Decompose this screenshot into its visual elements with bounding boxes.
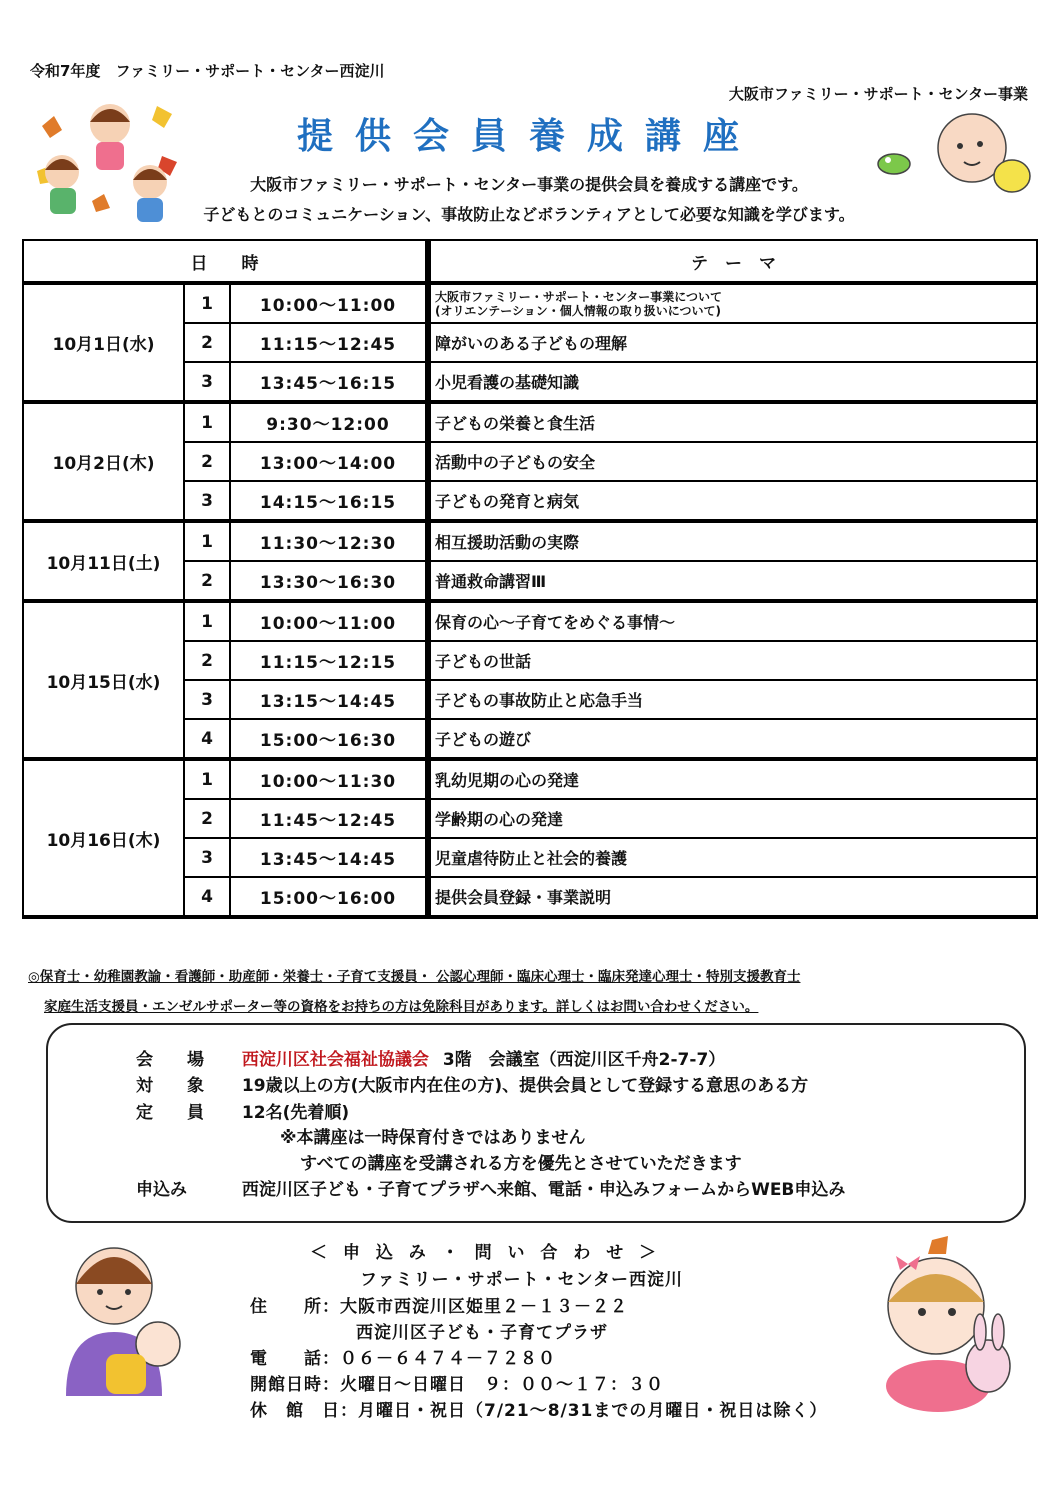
session-number: 1 xyxy=(184,402,230,442)
session-number: 2 xyxy=(184,561,230,601)
session-number: 3 xyxy=(184,481,230,521)
qualification-note-1: ◎保育士・幼稚園教諭・看護師・助産師・栄養士・子育て支援員・ 公認心理師・臨床心理士・臨床発達心理士・特別支援教育士 xyxy=(28,969,801,985)
session-theme: 子どもの栄養と食生活 xyxy=(428,402,1037,442)
contact-org: ファミリー・サポート・センター西淀川 xyxy=(360,1270,683,1290)
header-right-text: 大阪市ファミリー・サポート・センター事業 xyxy=(728,85,1028,103)
session-time: 9:30～12:00 xyxy=(230,402,428,442)
session-number: 3 xyxy=(184,838,230,877)
target-row xyxy=(136,1071,808,1096)
venue-place: 西淀川区社会福祉協議会 xyxy=(241,1050,429,1070)
header-left-text: 令和7年度 ファミリー・サポート・センター西淀川 xyxy=(30,62,385,80)
info-box xyxy=(46,1023,1026,1223)
session-theme: 子どもの事故防止と応急手当 xyxy=(428,680,1037,719)
qualification-note-2: 家庭生活支援員・エンゼルサポーター等の資格をお持ちの方は免除科目があります。詳しくはお問い合わせください。 xyxy=(44,999,759,1015)
phone-number: ０６－６４７４－７２８０ xyxy=(340,1349,556,1369)
session-time: 11:30～12:30 xyxy=(230,521,428,561)
session-time: 14:15～16:15 xyxy=(230,481,428,521)
session-date: 10月11日(土) xyxy=(23,521,184,601)
apply-label: 申込み xyxy=(136,1180,187,1200)
session-number: 2 xyxy=(184,641,230,680)
session-time: 13:30～16:30 xyxy=(230,561,428,601)
session-number: 3 xyxy=(184,362,230,402)
session-theme-sub: (オリエンテーション・個人情報の取り扱いについて) xyxy=(435,303,722,318)
column-header-datetime: 日 時 xyxy=(23,240,428,283)
toddler-bunny-illustration xyxy=(868,1236,1028,1416)
remark-2: すべての講座を受講される方を優先とさせていただきます xyxy=(300,1154,742,1174)
hours-label: 開館日時： xyxy=(250,1375,340,1395)
hours-text: 火曜日～日曜日 ９：００～１７：３０ xyxy=(340,1375,664,1395)
mother-baby-illustration xyxy=(46,1236,186,1401)
session-theme: 活動中の子どもの安全 xyxy=(428,442,1037,481)
column-header-theme: テ ー マ xyxy=(428,240,1037,283)
session-time: 13:15～14:45 xyxy=(230,680,428,719)
target-text: 19歳以上の方(大阪市内在住の方)、提供会員として登録する意思のある方 xyxy=(241,1076,809,1096)
session-number: 1 xyxy=(184,283,230,323)
session-time: 11:15～12:45 xyxy=(230,323,428,362)
capacity-text: 12名(先着順) xyxy=(241,1103,350,1123)
contact-heading: ＜ 申 込 み ・ 問 い 合 わ せ ＞ xyxy=(310,1243,662,1263)
schedule-row xyxy=(23,521,1037,561)
address-row xyxy=(250,1292,628,1317)
session-time: 15:00～16:00 xyxy=(230,877,428,917)
session-number: 2 xyxy=(184,323,230,362)
crawling-baby-illustration xyxy=(872,108,1032,200)
remark-1: ※本講座は一時保育付きではありません xyxy=(280,1128,586,1148)
session-time: 10:00～11:00 xyxy=(230,601,428,641)
session-number: 4 xyxy=(184,719,230,759)
schedule-body xyxy=(23,283,1037,917)
venue-detail: 3階 会議室（西淀川区千舟2-7-7） xyxy=(442,1050,726,1070)
closed-row xyxy=(250,1396,827,1421)
schedule-row xyxy=(23,402,1037,442)
session-number: 1 xyxy=(184,601,230,641)
session-date: 10月16日(木) xyxy=(23,759,184,917)
session-date: 10月15日(水) xyxy=(23,601,184,759)
session-theme: 障がいのある子どもの理解 xyxy=(428,323,1037,362)
closed-label: 休 館 日： xyxy=(250,1401,358,1421)
apply-text: 西淀川区子ども・子育てプラザへ来館、電話・申込みフォームからWEB申込み xyxy=(241,1180,846,1200)
session-date: 10月2日(木) xyxy=(23,402,184,521)
phone-row xyxy=(250,1344,556,1369)
session-theme: 提供会員登録・事業説明 xyxy=(428,877,1037,917)
session-number: 1 xyxy=(184,521,230,561)
schedule-row xyxy=(23,283,1037,323)
intro-line-1: 大阪市ファミリー・サポート・センター事業の提供会員を養成する講座です。 xyxy=(250,175,808,194)
session-theme: 子どもの遊び xyxy=(428,719,1037,759)
children-leaves-illustration xyxy=(32,96,182,226)
session-number: 1 xyxy=(184,759,230,799)
session-number: 3 xyxy=(184,680,230,719)
session-number: 2 xyxy=(184,799,230,838)
session-time: 11:15～12:15 xyxy=(230,641,428,680)
capacity-row xyxy=(136,1098,349,1123)
session-number: 4 xyxy=(184,877,230,917)
venue-row xyxy=(136,1045,725,1070)
schedule-table xyxy=(22,239,1038,919)
session-time: 11:45～12:45 xyxy=(230,799,428,838)
session-number: 2 xyxy=(184,442,230,481)
session-time: 10:00～11:30 xyxy=(230,759,428,799)
schedule-row xyxy=(23,601,1037,641)
session-theme: 小児看護の基礎知識 xyxy=(428,362,1037,402)
hours-row xyxy=(250,1370,664,1395)
session-theme-main: 大阪市ファミリー・サポート・センター事業について xyxy=(435,289,723,304)
session-time: 15:00～16:30 xyxy=(230,719,428,759)
address-line-2: 西淀川区子ども・子育てプラザ xyxy=(356,1323,608,1343)
session-theme: 相互援助活動の実際 xyxy=(428,521,1037,561)
session-theme: 保育の心～子育てをめぐる事情～ xyxy=(428,601,1037,641)
phone-label: 電 話： xyxy=(250,1349,340,1369)
apply-row xyxy=(136,1175,845,1200)
target-label: 対 象 xyxy=(136,1076,204,1096)
session-theme: 学齢期の心の発達 xyxy=(428,799,1037,838)
closed-text: 月曜日・祝日（7/21～8/31までの月曜日・祝日は除く） xyxy=(358,1401,828,1421)
session-theme: 普通救命講習Ⅲ xyxy=(428,561,1037,601)
session-theme xyxy=(428,283,1037,323)
page-title: 提供会員養成講座 xyxy=(296,116,761,157)
session-time: 13:00～14:00 xyxy=(230,442,428,481)
session-date: 10月1日(水) xyxy=(23,283,184,402)
session-theme: 児童虐待防止と社会的養護 xyxy=(428,838,1037,877)
schedule-row xyxy=(23,759,1037,799)
session-theme: 子どもの発育と病気 xyxy=(428,481,1037,521)
address-line-1: 大阪市西淀川区姫里２－１３－２２ xyxy=(340,1297,628,1317)
session-time: 13:45～16:15 xyxy=(230,362,428,402)
address-label: 住 所： xyxy=(250,1297,340,1317)
session-theme: 乳幼児期の心の発達 xyxy=(428,759,1037,799)
session-time: 10:00～11:00 xyxy=(230,283,428,323)
intro-line-2: 子どもとのコミュニケーション、事故防止などボランティアとして必要な知識を学びます。 xyxy=(203,205,855,224)
capacity-label: 定 員 xyxy=(136,1103,204,1123)
session-time: 13:45～14:45 xyxy=(230,838,428,877)
session-theme: 子どもの世話 xyxy=(428,641,1037,680)
venue-label: 会 場 xyxy=(136,1050,204,1070)
